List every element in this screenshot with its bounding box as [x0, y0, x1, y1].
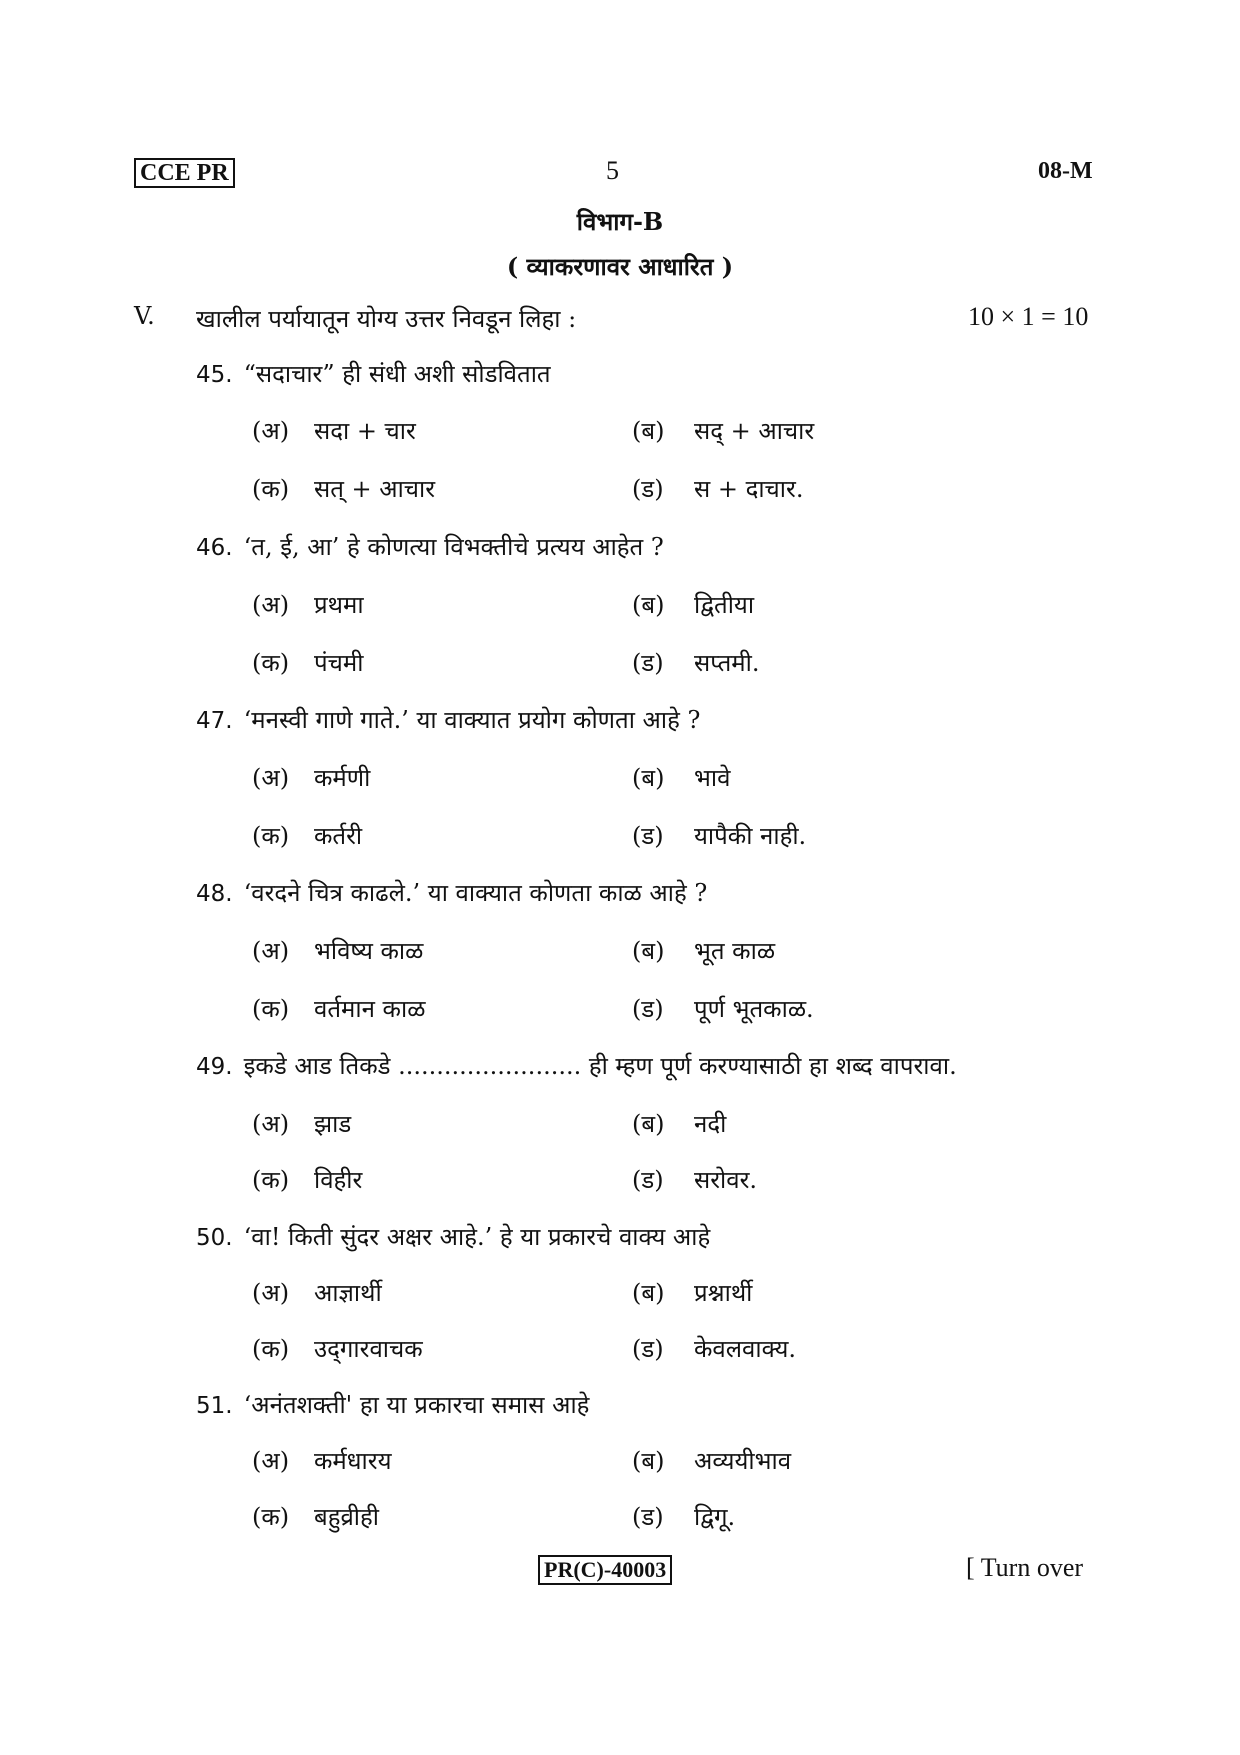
option-text: सत् + आचार: [314, 475, 436, 503]
option-c: [252, 472, 435, 505]
option-key: (क): [252, 1335, 290, 1363]
option-d: [632, 1332, 796, 1365]
option-text: भूत काळ: [694, 937, 776, 965]
option-key: (क): [252, 475, 290, 503]
option-key: (अ): [252, 1279, 290, 1307]
question-46: [196, 530, 664, 563]
option-text: द्विगू.: [694, 1503, 736, 1531]
option-text: कर्तरी: [314, 822, 363, 850]
option-a: [252, 414, 416, 447]
question-text: इकडे आड तिकडे ........................ ही म्हण पूर्ण करण्यासाठी हा शब्द वापरावा.: [243, 1052, 957, 1080]
question-group-marks: 10 × 1 = 10: [968, 302, 1089, 331]
option-text: द्वितीया: [694, 591, 755, 619]
option-key: (क): [252, 822, 290, 850]
option-a: [252, 761, 370, 794]
option-key: (अ): [252, 591, 290, 619]
option-key: (क): [252, 1166, 290, 1194]
question-text: “सदाचार” ही संधी अशी सोडवितात: [243, 360, 551, 388]
option-key: (ड): [632, 1335, 664, 1363]
option-key: (अ): [252, 764, 290, 792]
option-text: भावे: [694, 764, 731, 792]
option-c: [252, 992, 425, 1025]
option-key: (ब): [632, 417, 665, 445]
option-text: पूर्ण भूतकाळ.: [694, 995, 814, 1023]
option-text: वर्तमान काळ: [314, 995, 426, 1023]
footer-code: PR(C)-40003: [538, 1555, 672, 1585]
option-key: (ब): [632, 764, 665, 792]
question-group-instruction: खालील पर्यायातून योग्य उत्तर निवडून लिहा :: [196, 305, 577, 333]
option-text: सप्तमी.: [694, 649, 760, 677]
option-a: [252, 588, 364, 621]
option-key: (क): [252, 649, 290, 677]
option-a: [252, 934, 423, 967]
question-49: [196, 1049, 957, 1082]
option-key: (ड): [632, 649, 664, 677]
option-c: [252, 646, 363, 679]
question-text: ‘वरदने चित्र काढले.’ या वाक्यात कोणता काळ आहे ?: [243, 879, 708, 907]
option-text: कर्मणी: [314, 764, 371, 792]
option-b: [632, 588, 754, 621]
header-left-code: CCE PR: [134, 158, 235, 188]
option-text: यापैकी नाही.: [694, 822, 807, 850]
option-text: सदा + चार: [314, 417, 416, 445]
option-b: [632, 761, 730, 794]
option-d: [632, 646, 760, 679]
section-subtitle: ( व्याकरणावर आधारित ): [506, 252, 734, 281]
question-number: 51.: [196, 1393, 233, 1419]
option-text: उद्‌गारवाचक: [314, 1335, 423, 1363]
option-key: (अ): [252, 937, 290, 965]
option-key: (क): [252, 995, 290, 1023]
question-51: [196, 1388, 589, 1421]
option-key: (क): [252, 1503, 290, 1531]
option-d: [632, 1500, 735, 1533]
question-number: 49.: [196, 1054, 233, 1080]
question-number: 47.: [196, 708, 233, 734]
option-b: [632, 1107, 726, 1140]
option-key: (ब): [632, 1279, 665, 1307]
option-text: स + दाचार.: [694, 475, 804, 503]
option-d: [632, 819, 806, 852]
option-text: भविष्य काळ: [314, 937, 424, 965]
option-key: (ब): [632, 591, 665, 619]
turn-over: [ Turn over: [966, 1553, 1084, 1582]
option-key: (अ): [252, 1110, 290, 1138]
option-text: प्रथमा: [314, 591, 364, 619]
option-key: (ड): [632, 995, 664, 1023]
option-text: कर्मधारय: [314, 1447, 392, 1475]
option-key: (ब): [632, 1110, 665, 1138]
question-text: ‘वा! किती सुंदर अक्षर आहे.’ हे या प्रकारचे वाक्य आहे: [243, 1223, 711, 1251]
option-d: [632, 472, 803, 505]
header-right-code: 08-M: [1038, 158, 1093, 184]
option-key: (ड): [632, 1166, 664, 1194]
question-48: [196, 876, 707, 909]
question-number: 48.: [196, 881, 233, 907]
question-text: ‘मनस्वी गाणे गाते.’ या वाक्यात प्रयोग कोणता आहे ?: [243, 706, 701, 734]
question-number: 45.: [196, 362, 233, 388]
option-text: नदी: [694, 1110, 727, 1138]
option-text: पंचमी: [314, 649, 364, 677]
option-a: [252, 1276, 382, 1309]
option-c: [252, 1163, 362, 1196]
option-text: आज्ञार्थी: [314, 1279, 382, 1307]
option-text: बहुव्रीही: [314, 1503, 379, 1531]
option-text: केवलवाक्य.: [694, 1335, 796, 1363]
option-key: (अ): [252, 417, 290, 445]
option-key: (ड): [632, 475, 664, 503]
option-key: (ड): [632, 822, 664, 850]
option-b: [632, 1444, 791, 1477]
option-key: (ब): [632, 1447, 665, 1475]
option-key: (ब): [632, 937, 665, 965]
question-number: 46.: [196, 535, 233, 561]
option-text: अव्ययीभाव: [694, 1447, 792, 1475]
option-text: झाड: [314, 1110, 352, 1138]
option-text: सद् + आचार: [694, 417, 815, 445]
option-b: [632, 934, 775, 967]
option-key: (ड): [632, 1503, 664, 1531]
question-text: ‘अनंतशक्ती' हा या प्रकारचा समास आहे: [243, 1391, 590, 1419]
option-text: विहीर: [314, 1166, 363, 1194]
question-group-roman: V.: [134, 302, 155, 330]
option-a: [252, 1107, 351, 1140]
option-key: (अ): [252, 1447, 290, 1475]
section-title: विभाग-B: [576, 207, 664, 236]
option-c: [252, 819, 362, 852]
option-c: [252, 1500, 379, 1533]
option-a: [252, 1444, 392, 1477]
option-b: [632, 1276, 752, 1309]
option-text: सरोवर.: [694, 1166, 758, 1194]
question-47: [196, 703, 700, 736]
page-number: 5: [606, 156, 619, 185]
option-d: [632, 1163, 757, 1196]
option-text: प्रश्नार्थी: [694, 1279, 753, 1307]
question-number: 50.: [196, 1225, 233, 1251]
option-b: [632, 414, 814, 447]
question-45: [196, 357, 551, 390]
question-text: ‘त, ई, आ’ हे कोणत्या विभक्तीचे प्रत्यय आहेत ?: [243, 533, 664, 561]
question-50: [196, 1220, 710, 1253]
option-d: [632, 992, 814, 1025]
option-c: [252, 1332, 423, 1365]
